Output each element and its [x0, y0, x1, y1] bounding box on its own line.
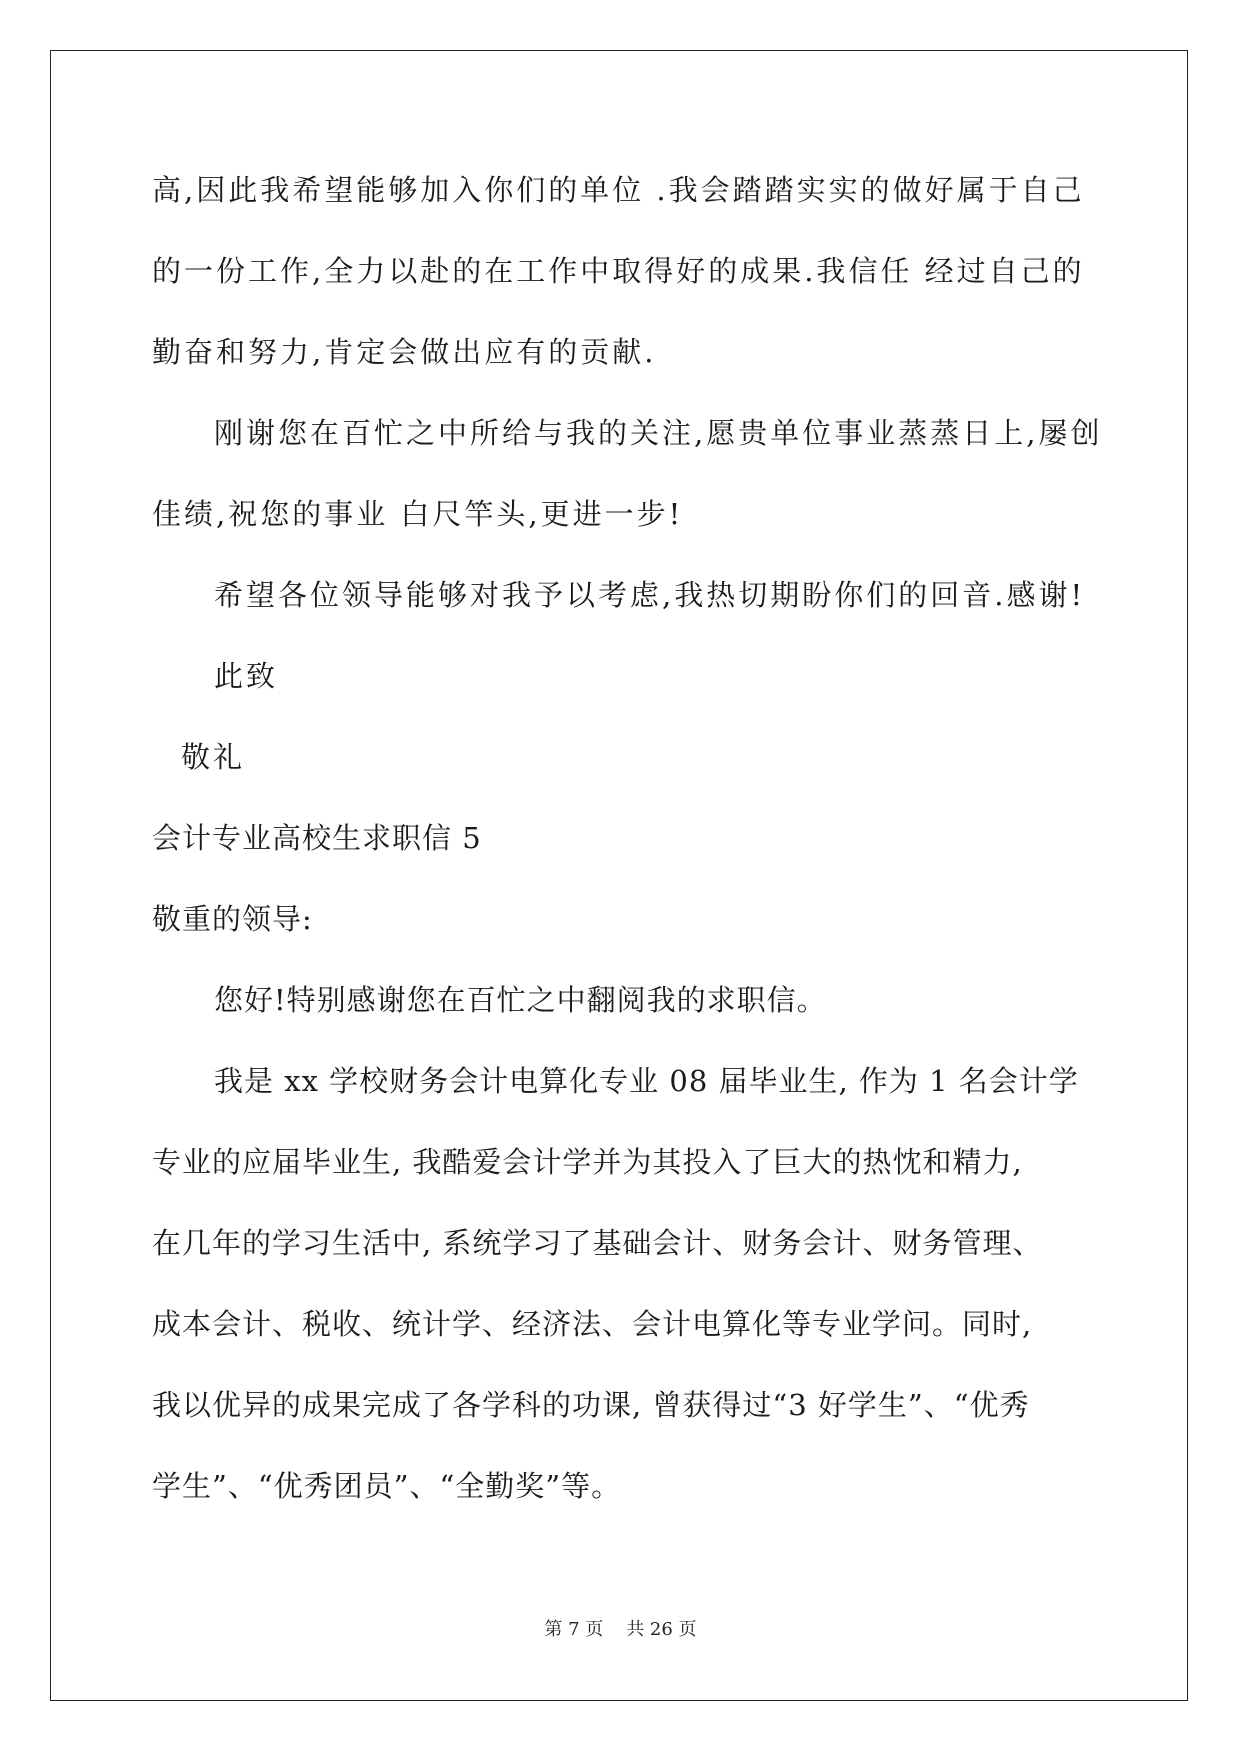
text-line: 您好!特别感谢您在百忙之中翻阅我的求职信。 [214, 983, 827, 1017]
page-border [50, 50, 1188, 1701]
text-line: 的一份工作,全力以赴的在工作中取得好的成果.我信任 经过自己的 [152, 254, 1085, 288]
text-line: 在几年的学习生活中, 系统学习了基础会计、财务会计、财务管理、 [152, 1226, 1043, 1260]
text-line: 刚谢您在百忙之中所给与我的关注,愿贵单位事业蒸蒸日上,屡创 [214, 416, 1103, 450]
text-line: 成本会计、税收、统计学、经济法、会计电算化等专业学问。同时, [152, 1307, 1033, 1341]
text-line: 专业的应届毕业生, 我酷爱会计学并为其投入了巨大的热忱和精力, [152, 1145, 1023, 1179]
text-line: 我以优异的成果完成了各学科的功课, 曾获得过“3 好学生”、“优秀 [152, 1388, 1030, 1422]
text-line: 敬礼 [181, 740, 246, 774]
page-number: 第 7 页 共 26 页 [544, 1619, 697, 1640]
section-heading: 会计专业高校生求职信 5 [152, 821, 482, 855]
text-line: 我是 xx 学校财务会计电算化专业 08 届毕业生, 作为 1 名会计学 [214, 1064, 1079, 1098]
text-line: 佳绩,祝您的事业 白尺竿头,更进一步! [152, 497, 684, 531]
salutation: 敬重的领导: [152, 902, 313, 936]
text-line: 勤奋和努力,肯定会做出应有的贡献. [152, 335, 657, 369]
text-line: 希望各位领导能够对我予以考虑,我热切期盼你们的回音.感谢! [214, 578, 1086, 612]
text-line: 高,因此我希望能够加入你们的单位 .我会踏踏实实的做好属于自己 [152, 173, 1085, 207]
text-line: 学生”、“优秀团员”、“全勤奖”等。 [152, 1469, 622, 1503]
text-line: 此致 [214, 659, 279, 693]
